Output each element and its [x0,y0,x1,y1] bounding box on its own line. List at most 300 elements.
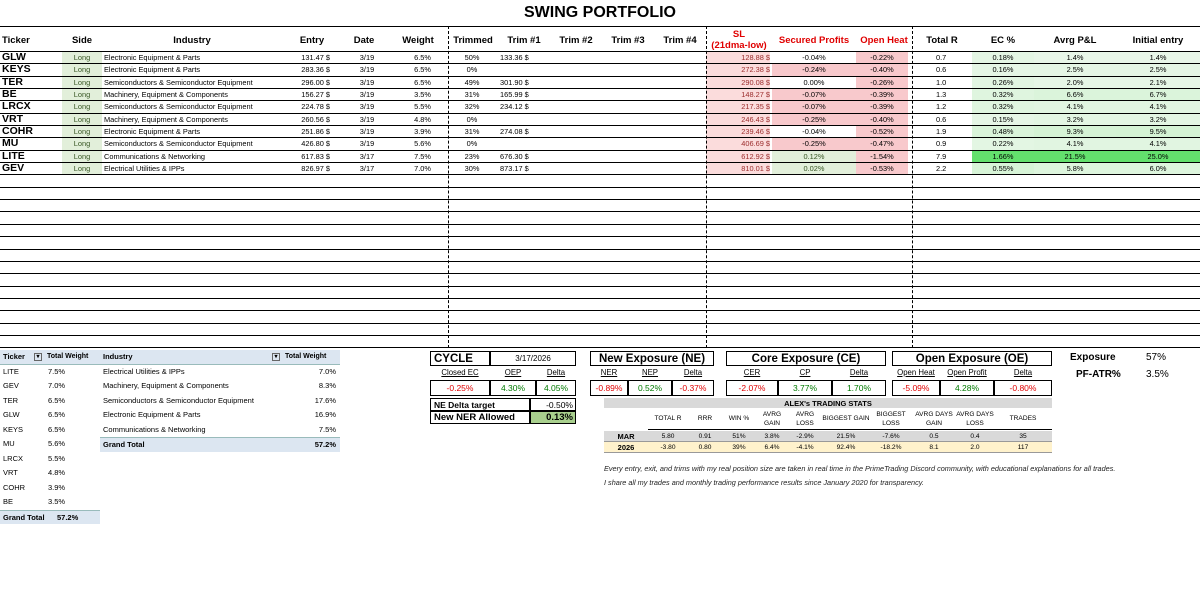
cycle-delta-value: 4.05% [536,380,576,396]
pivot-weight: 4.8% [48,468,66,477]
stats-cell: 0.5 [912,431,956,442]
stats-cell: 5.80 [648,431,688,442]
col-trim3: Trim #3 [611,34,645,46]
pivot-row [100,423,340,438]
date-cell[interactable]: 3/19 [359,90,375,100]
pivot-row [100,365,340,380]
ticker-cell[interactable]: GEV [2,163,25,175]
stats-header-cell: RRR [688,408,722,430]
secured-profits-cell[interactable]: -0.24% [772,64,856,75]
trimmed-cell[interactable]: 50% [464,53,480,62]
side-cell[interactable]: Long [62,101,102,112]
pivot-industry: Semiconductors & Semiconductor Equipment [103,395,254,405]
ticker-cell[interactable]: VRT [2,113,23,125]
side-cell[interactable]: Long [62,89,102,100]
stats-header-cell: AVRG DAYS GAIN [912,408,956,430]
industry-cell[interactable]: Machinery, Equipment & Components [104,90,228,100]
pivot-weight: 5.5% [48,453,66,463]
secured-profits-cell[interactable]: 0.00% [772,77,856,88]
stats-header-cell: TRADES [994,408,1052,430]
trimmed-cell[interactable]: 32% [464,102,480,112]
ec-cell[interactable]: 0.48% [972,126,1034,137]
entry-cell[interactable]: 260.56 $ [301,114,330,124]
stats-header-cell: WIN % [722,408,756,430]
ec-cell[interactable]: 0.15% [972,114,1034,125]
open-heat-cell[interactable]: -0.40% [856,114,908,125]
weight-cell[interactable]: 5.5% [414,102,431,112]
cycle-date: 3/17/2026 [490,351,576,366]
pf-atr-value: 3.5% [1146,369,1169,380]
industry-cell[interactable]: Semiconductors & Semiconductor Equipment [104,102,253,112]
avg-pl-cell[interactable]: 21.5% [1034,151,1116,162]
entry-cell[interactable]: 156.27 $ [301,90,330,100]
total-r-cell[interactable]: 0.7 [936,53,947,62]
avg-pl-cell[interactable]: 1.4% [1034,52,1116,63]
date-cell[interactable]: 3/19 [359,77,375,87]
pivot-weight: 5.6% [48,439,66,448]
pivot-row [0,452,100,467]
trim1-cell[interactable]: 676.30 $ [500,151,529,161]
closed-ec-label: Closed EC [441,368,479,377]
pivot-ticker: LITE [3,366,19,376]
pivot-row [100,408,340,423]
avg-pl-cell[interactable]: 2.5% [1034,64,1116,75]
new-exposure-label: New Exposure (NE) [590,351,714,366]
pivot-weight-header: Total Weight [47,353,89,360]
pivot-industry: Machinery, Equipment & Components [103,381,229,390]
avg-pl-cell[interactable]: 4.1% [1034,101,1116,112]
nep-value: 0.52% [628,380,672,396]
stats-cell: 51% [722,431,756,442]
col-trimmed: Trimmed [453,34,493,46]
stats-header-cell: AVRG GAIN [756,408,788,430]
table-row [0,311,1200,323]
entry-cell[interactable]: 283.36 $ [301,65,330,75]
trimmed-cell[interactable]: 0% [466,114,478,124]
stats-cell: 117 [994,442,1052,453]
ec-cell[interactable]: 0.16% [972,64,1034,75]
side-cell[interactable]: Long [62,126,102,137]
table-row [0,274,1200,286]
industry-cell[interactable]: Machinery, Equipment & Components [104,114,228,124]
ner-value: -0.89% [590,380,628,396]
col-total-r: Total R [926,34,958,46]
disclaimer-note: I share all my trades and monthly trading performance results since January 2020 for transparency. [604,478,924,487]
trim1-cell[interactable] [500,64,540,75]
open-heat-cell[interactable]: -0.40% [856,64,908,75]
trim1-cell[interactable]: 165.99 $ [500,90,529,100]
pivot-row [0,437,100,452]
delta-label: Delta [683,368,703,377]
table-row [0,126,1200,138]
ec-cell[interactable]: 0.32% [972,89,1034,100]
pivot-weight: 6.5% [48,424,66,434]
initial-entry-cell[interactable]: 4.1% [1116,138,1200,149]
stats-cell: -7.6% [870,431,912,442]
table-row [0,138,1200,150]
stop-loss-cell[interactable]: 272.38 $ [706,64,770,75]
trimmed-cell[interactable]: 49% [464,77,480,87]
weight-cell[interactable]: 7.0% [414,164,431,174]
avg-pl-cell[interactable]: 6.6% [1034,89,1116,100]
secured-profits-cell[interactable]: -0.07% [772,89,856,100]
secured-profits-cell[interactable]: -0.25% [772,138,856,149]
avg-pl-cell[interactable]: 5.8% [1034,163,1116,174]
pivot-weight: 16.9% [314,410,336,419]
secured-profits-cell[interactable]: -0.04% [772,52,856,63]
initial-entry-cell[interactable]: 1.4% [1116,52,1200,63]
open-heat-cell[interactable]: -0.22% [856,52,908,63]
avg-pl-cell[interactable]: 9.3% [1034,126,1116,137]
stats-header-cell: AVRG LOSS [788,408,822,430]
secured-profits-cell[interactable]: 0.02% [772,163,856,174]
pivot-grand-total-label: Grand Total [103,440,145,449]
open-heat-cell[interactable]: -0.39% [856,101,908,112]
table-row [0,225,1200,237]
ce-delta-value: 1.70% [832,380,886,396]
weight-cell[interactable]: 6.5% [414,53,431,62]
side-cell[interactable]: Long [62,114,102,125]
pivot-weight: 17.6% [314,395,336,405]
date-cell[interactable]: 3/19 [359,53,375,62]
pivot-weight: 6.5% [48,410,66,419]
side-cell[interactable]: Long [62,163,102,174]
weight-cell[interactable]: 3.5% [414,90,431,100]
page-title: SWING PORTFOLIO [524,4,676,21]
side-cell[interactable]: Long [62,77,102,88]
oep-value: 4.30% [490,380,536,396]
stop-loss-cell[interactable]: 406.69 $ [706,138,770,149]
filter-icon[interactable]: ▾ [272,353,280,361]
open-heat-cell[interactable]: -0.52% [856,126,908,137]
total-r-cell[interactable]: 0.6 [936,114,947,124]
table-row [0,336,1200,348]
stats-header-cell: AVRG DAYS LOSS [956,408,994,430]
ner-label: NER [600,368,618,377]
pivot-ticker-weight [0,350,100,524]
ticker-cell[interactable]: LRCX [2,101,31,113]
cycle-label: CYCLE [430,351,490,366]
open-heat-cell[interactable]: -0.47% [856,138,908,149]
col-ticker: Ticker [2,34,30,46]
pivot-grand-total: 57.2% [57,512,79,522]
open-heat-cell[interactable]: -1.54% [856,151,908,162]
stats-cell: 35 [994,431,1052,442]
trimmed-cell[interactable]: 0% [466,139,478,149]
pivot-industry-header[interactable]: Industry [103,352,133,361]
total-r-cell[interactable]: 1.3 [936,90,947,100]
ec-cell[interactable]: 0.26% [972,77,1034,88]
col-secured-profits: Secured Profits [778,34,850,46]
entry-cell[interactable]: 131.47 $ [301,53,330,62]
entry-cell[interactable]: 426.80 $ [301,139,330,149]
pivot-grand-total-label: Grand Total [3,512,45,522]
date-cell[interactable]: 3/19 [359,102,375,112]
trim1-cell[interactable]: 133.36 $ [500,53,529,62]
trimmed-cell[interactable]: 31% [464,127,480,137]
ec-cell[interactable]: 0.22% [972,138,1034,149]
delta-label: Delta [546,368,566,377]
date-cell[interactable]: 3/17 [359,164,375,174]
trimmed-cell[interactable]: 23% [464,151,480,161]
ticker-cell[interactable]: BE [2,89,17,101]
stop-loss-cell[interactable]: 810.01 $ [706,163,770,174]
table-row [0,262,1200,274]
open-heat-label: Open Heat [897,368,935,377]
trim1-cell[interactable] [500,114,540,125]
total-r-cell[interactable]: 1.0 [936,77,947,87]
pivot-industry: Electronic Equipment & Parts [103,410,201,419]
ec-cell[interactable]: 0.18% [972,52,1034,63]
initial-entry-cell[interactable]: 6.7% [1116,89,1200,100]
trimmed-cell[interactable]: 30% [464,164,480,174]
table-row [0,163,1200,175]
pivot-weight: 7.0% [318,366,336,376]
stats-header-cell: TOTAL R [648,408,688,430]
oe-delta-value: -0.80% [994,380,1052,396]
industry-cell[interactable]: Communications & Networking [104,151,206,161]
date-cell[interactable]: 3/17 [359,151,375,161]
stop-loss-cell[interactable]: 612.92 $ [706,151,770,162]
pivot-weight: 8.3% [318,381,336,390]
table-row [0,299,1200,311]
side-cell[interactable]: Long [62,52,102,63]
entry-cell[interactable]: 251.86 $ [301,127,330,137]
pivot-ticker: GEV [3,381,19,390]
avg-pl-cell[interactable]: 3.2% [1034,114,1116,125]
open-heat-cell[interactable]: -0.39% [856,89,908,100]
ne-delta-target-value: -0.50% [530,398,576,411]
open-heat-value: -5.09% [892,380,940,396]
stats-cell: 39% [722,442,756,453]
divider [448,26,449,348]
table-row [0,151,1200,163]
avg-pl-cell[interactable]: 2.0% [1034,77,1116,88]
initial-entry-cell[interactable]: 4.1% [1116,101,1200,112]
cp-value: 3.77% [778,380,832,396]
trim1-cell[interactable]: 274.08 $ [500,127,529,137]
date-cell[interactable]: 3/19 [359,127,375,137]
ec-cell[interactable]: 0.55% [972,163,1034,174]
divider [706,26,707,348]
ne-delta-target-label: NE Delta target [430,398,530,411]
table-row [0,175,1200,187]
pivot-weight: 6.5% [48,395,66,405]
table-row [0,324,1200,336]
pivot-row [0,408,100,423]
stop-loss-cell[interactable]: 148.27 $ [706,89,770,100]
total-r-cell[interactable]: 7.9 [936,151,947,161]
weight-cell[interactable]: 3.9% [414,127,431,137]
side-cell[interactable]: Long [62,138,102,149]
initial-entry-cell[interactable]: 2.1% [1116,77,1200,88]
open-profit-value: 4.28% [940,380,994,396]
weight-cell[interactable]: 6.5% [414,77,431,87]
industry-cell[interactable]: Semiconductors & Semiconductor Equipment [104,139,253,149]
new-ner-allowed-value: 0.13% [530,411,576,424]
date-cell[interactable]: 3/19 [359,114,375,124]
col-date: Date [353,34,375,46]
total-r-cell[interactable]: 0.6 [936,65,947,75]
nep-label: NEP [641,368,659,377]
ticker-cell[interactable]: TER [2,76,23,88]
industry-cell[interactable]: Electronic Equipment & Parts [104,127,201,137]
stats-cell: 92.4% [822,442,870,453]
total-r-cell[interactable]: 1.9 [936,127,947,137]
stats-cell: 0.91 [688,431,722,442]
col-trim2: Trim #2 [559,34,593,46]
table-header [0,26,1200,52]
secured-profits-cell[interactable]: 0.12% [772,151,856,162]
secured-profits-cell[interactable]: -0.07% [772,101,856,112]
stop-loss-cell[interactable]: 239.46 $ [706,126,770,137]
stats-cell: 0.80 [688,442,722,453]
cer-value: -2.07% [726,380,778,396]
col-side: Side [71,34,93,46]
table-row [0,101,1200,113]
side-cell[interactable]: Long [62,151,102,162]
stats-cell: -4.1% [788,442,822,453]
initial-entry-cell[interactable]: 6.0% [1116,163,1200,174]
trim1-cell[interactable]: 234.12 $ [500,102,529,112]
col-initial-entry: Initial entry [1132,34,1184,46]
delta-label: Delta [849,368,869,377]
trim1-cell[interactable]: 873.17 $ [500,164,529,174]
ticker-cell[interactable]: LITE [2,150,25,162]
pivot-industry-weight [100,350,340,452]
weight-cell[interactable]: 6.5% [414,65,431,75]
initial-entry-cell[interactable]: 2.5% [1116,64,1200,75]
col-ec: EC % [990,34,1016,46]
pivot-row [0,365,100,380]
stats-header-cell: BIGGEST LOSS [870,408,912,430]
pf-atr-label: PF-ATR% [1076,369,1121,380]
stats-cell: -2.9% [788,431,822,442]
pivot-ticker: KEYS [3,424,24,434]
stop-loss-cell[interactable]: 246.43 $ [706,114,770,125]
ticker-cell[interactable]: COHR [2,126,33,138]
pivot-ticker-header[interactable]: Ticker [3,352,25,361]
ticker-cell[interactable]: MU [2,138,19,150]
trim1-cell[interactable]: 301.90 $ [500,77,529,87]
ticker-cell[interactable]: GLW [2,52,26,63]
stop-loss-cell[interactable]: 217.35 $ [706,101,770,112]
pivot-industry: Electrical Utilities & IPPs [103,366,185,376]
initial-entry-cell[interactable]: 3.2% [1116,114,1200,125]
initial-entry-cell[interactable]: 9.5% [1116,126,1200,137]
pivot-weight: 7.5% [318,424,336,434]
table-row [0,188,1200,200]
pivot-ticker: COHR [3,482,26,492]
stats-cell: 21.5% [822,431,870,442]
core-exposure-label: Core Exposure (CE) [726,351,886,366]
secured-profits-cell[interactable]: -0.25% [772,114,856,125]
pivot-row [0,379,100,394]
total-r-cell[interactable]: 1.2 [936,102,947,112]
industry-cell[interactable]: Electronic Equipment & Parts [104,53,201,62]
date-cell[interactable]: 3/19 [359,139,375,149]
entry-cell[interactable]: 224.78 $ [301,102,330,112]
open-heat-cell[interactable]: -0.26% [856,77,908,88]
stats-title: ALEX's TRADING STATS [604,398,1052,408]
side-cell[interactable]: Long [62,64,102,75]
industry-cell[interactable]: Electrical Utilities & IPPs [104,164,185,174]
pivot-ticker: TER [3,395,18,405]
col-trim1: Trim #1 [507,34,541,46]
table-row [0,77,1200,89]
delta-label: Delta [1013,368,1033,377]
total-r-cell[interactable]: 0.9 [936,139,947,149]
table-row [0,89,1200,101]
secured-profits-cell[interactable]: -0.04% [772,126,856,137]
stats-cell: -18.2% [870,442,912,453]
table-row [0,287,1200,299]
col-open-heat: Open Heat [860,34,908,46]
trimmed-cell[interactable]: 31% [464,90,480,100]
trimmed-cell[interactable]: 0% [466,65,478,75]
exposure-value: 57% [1146,352,1167,363]
weight-cell[interactable]: 7.5% [414,151,431,161]
ec-cell[interactable]: 1.66% [972,151,1034,162]
stats-cell: MAR [604,431,648,442]
pivot-ticker: GLW [3,410,20,419]
trim1-cell[interactable] [500,138,540,149]
filter-icon[interactable]: ▾ [34,353,42,361]
pivot-weight: 7.0% [48,381,66,390]
table-row [0,64,1200,76]
pivot-row [0,423,100,438]
industry-cell[interactable]: Semiconductors & Semiconductor Equipment [104,77,253,87]
stats-cell: -3.80 [648,442,688,453]
stop-loss-cell[interactable]: 290.08 $ [706,77,770,88]
disclaimer-note: Every entry, exit, and trims with my real position size are taken in real time in the PrimeTrading Discord community, with educational explanations for all trades. [604,464,1116,473]
avg-pl-cell[interactable]: 4.1% [1034,138,1116,149]
table-row [0,212,1200,224]
total-r-cell[interactable]: 2.2 [936,164,947,174]
table-row [0,250,1200,262]
stats-cell: 2026 [604,442,648,453]
open-profit-label: Open Profit [947,368,987,377]
stats-header-cell: BIGGEST GAIN [822,408,870,430]
weight-cell[interactable]: 5.6% [414,139,431,149]
col-industry: Industry [173,34,211,46]
closed-ec-value: -0.25% [430,380,490,396]
stats-cell: 8.1 [912,442,956,453]
table-row [0,114,1200,126]
stats-cell: 0.4 [956,431,994,442]
pivot-industry: Communications & Networking [103,424,206,434]
pivot-ticker: BE [3,497,14,506]
divider [912,26,913,348]
industry-cell[interactable]: Electronic Equipment & Parts [104,65,201,75]
ticker-cell[interactable]: KEYS [2,64,31,76]
pivot-row [0,466,100,481]
weight-cell[interactable]: 4.8% [414,114,431,124]
date-cell[interactable]: 3/19 [359,65,375,75]
open-heat-cell[interactable]: -0.53% [856,163,908,174]
col-avg-pl: Avrg P&L [1053,34,1097,46]
col-trim4: Trim #4 [663,34,697,46]
entry-cell[interactable]: 296.00 $ [301,77,330,87]
ec-cell[interactable]: 0.32% [972,101,1034,112]
stop-loss-cell[interactable]: 128.88 $ [706,52,770,63]
entry-cell[interactable]: 617.83 $ [301,151,330,161]
open-exposure-label: Open Exposure (OE) [892,351,1052,366]
entry-cell[interactable]: 826.97 $ [301,164,330,174]
initial-entry-cell[interactable]: 25.0% [1116,151,1200,162]
positions-table [0,52,1200,348]
pivot-grand-total: 57.2% [314,440,336,449]
